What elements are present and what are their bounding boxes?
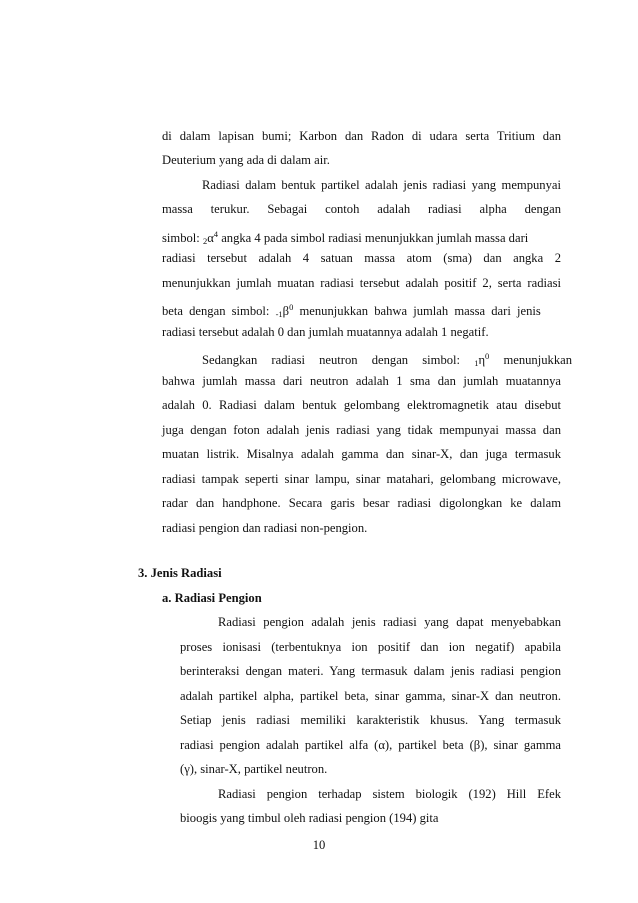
subsection-heading: a. Radiasi Pengion [162, 591, 262, 605]
neutron-symbol: η [478, 353, 486, 367]
text-line: adalah 0. Radiasi dalam bentuk gelombang elektromagnetik atau disebut [162, 398, 561, 412]
text-line: Radiasi pengion terhadap sistem biologik (192) Hill Efek [218, 787, 561, 801]
text-line: juga dengan foton adalah jenis radiasi yang tidak mempunyai massa dan [162, 423, 561, 437]
beta-subscript: -1 [275, 309, 283, 319]
beta-superscript: 0 [289, 302, 294, 312]
text-fragment: menunjukkan bahwa jumlah massa dari jenis [293, 304, 541, 318]
text-fragment: simbol: [162, 231, 203, 245]
neutron-subscript: 1 [474, 358, 479, 368]
text-line: radar dan handphone. Secara garis besar radiasi digolongkan ke dalam [162, 496, 561, 510]
section-heading: 3. Jenis Radiasi [138, 566, 222, 580]
neutron-symbol-line [202, 348, 572, 371]
neutron-superscript: 0 [485, 351, 490, 361]
text-line: radiasi tampak seperti sinar lampu, sinar matahari, gelombang microwave, [162, 472, 561, 486]
text-line: radiasi pengion adalah partikel alfa (α), partikel beta (β), sinar gamma [180, 738, 561, 752]
text-line: Radiasi pengion adalah jenis radiasi yang dapat menyebabkan [218, 615, 561, 629]
text-line: bahwa jumlah massa dari neutron adalah 1 sma dan jumlah muatannya [162, 374, 561, 388]
alpha-symbol-line [162, 226, 561, 249]
text-line: (γ), sinar-X, partikel neutron. [180, 762, 328, 776]
text-line: menunjukkan jumlah muatan radiasi tersebut adalah positif 2, serta radiasi [162, 276, 561, 290]
text-fragment: angka 4 pada simbol radiasi menunjukkan jumlah massa dari [218, 231, 529, 245]
text-line: proses ionisasi (terbentuknya ion positif dan ion negatif) apabila [180, 640, 561, 654]
beta-symbol: β [282, 304, 290, 318]
text-line: Setiap jenis radiasi memiliki karakteristik khusus. Yang termasuk [180, 713, 561, 727]
text-line: adalah partikel alpha, partikel beta, sinar gamma, sinar-X dan neutron. [180, 689, 561, 703]
text-line: bioogis yang timbul oleh radiasi pengion (194) gita [180, 811, 439, 825]
alpha-subscript: 2 [202, 236, 208, 246]
text-line: Radiasi dalam bentuk partikel adalah jenis radiasi yang mempunyai [202, 178, 561, 192]
text-line: Deuterium yang ada di dalam air. [162, 153, 330, 167]
text-fragment: Sedangkan radiasi neutron dengan simbol: [202, 353, 475, 367]
text-line: di dalam lapisan bumi; Karbon dan Radon di udara serta Tritium dan [162, 129, 561, 143]
alpha-superscript: 4 [213, 229, 219, 239]
alpha-symbol: α [207, 231, 214, 245]
text-line: muatan listrik. Misalnya adalah gamma dan sinar-X, dan juga termasuk [162, 447, 561, 461]
text-fragment: beta dengan simbol: [162, 304, 276, 318]
text-line: massa terukur. Sebagai contoh adalah radiasi alpha dengan [162, 202, 561, 216]
text-fragment: menunjukkan [489, 353, 572, 367]
text-line: berinteraksi dengan materi. Yang termasuk dalam jenis radiasi pengion [180, 664, 561, 678]
text-line: radiasi pengion dan radiasi non-pengion. [162, 521, 368, 535]
page-number: 10 [312, 838, 326, 852]
beta-symbol-line [162, 299, 561, 322]
text-line: radiasi tersebut adalah 0 dan jumlah muatannya adalah 1 negatif. [162, 325, 489, 339]
text-line: radiasi tersebut adalah 4 satuan massa atom (sma) dan angka 2 [162, 251, 561, 265]
